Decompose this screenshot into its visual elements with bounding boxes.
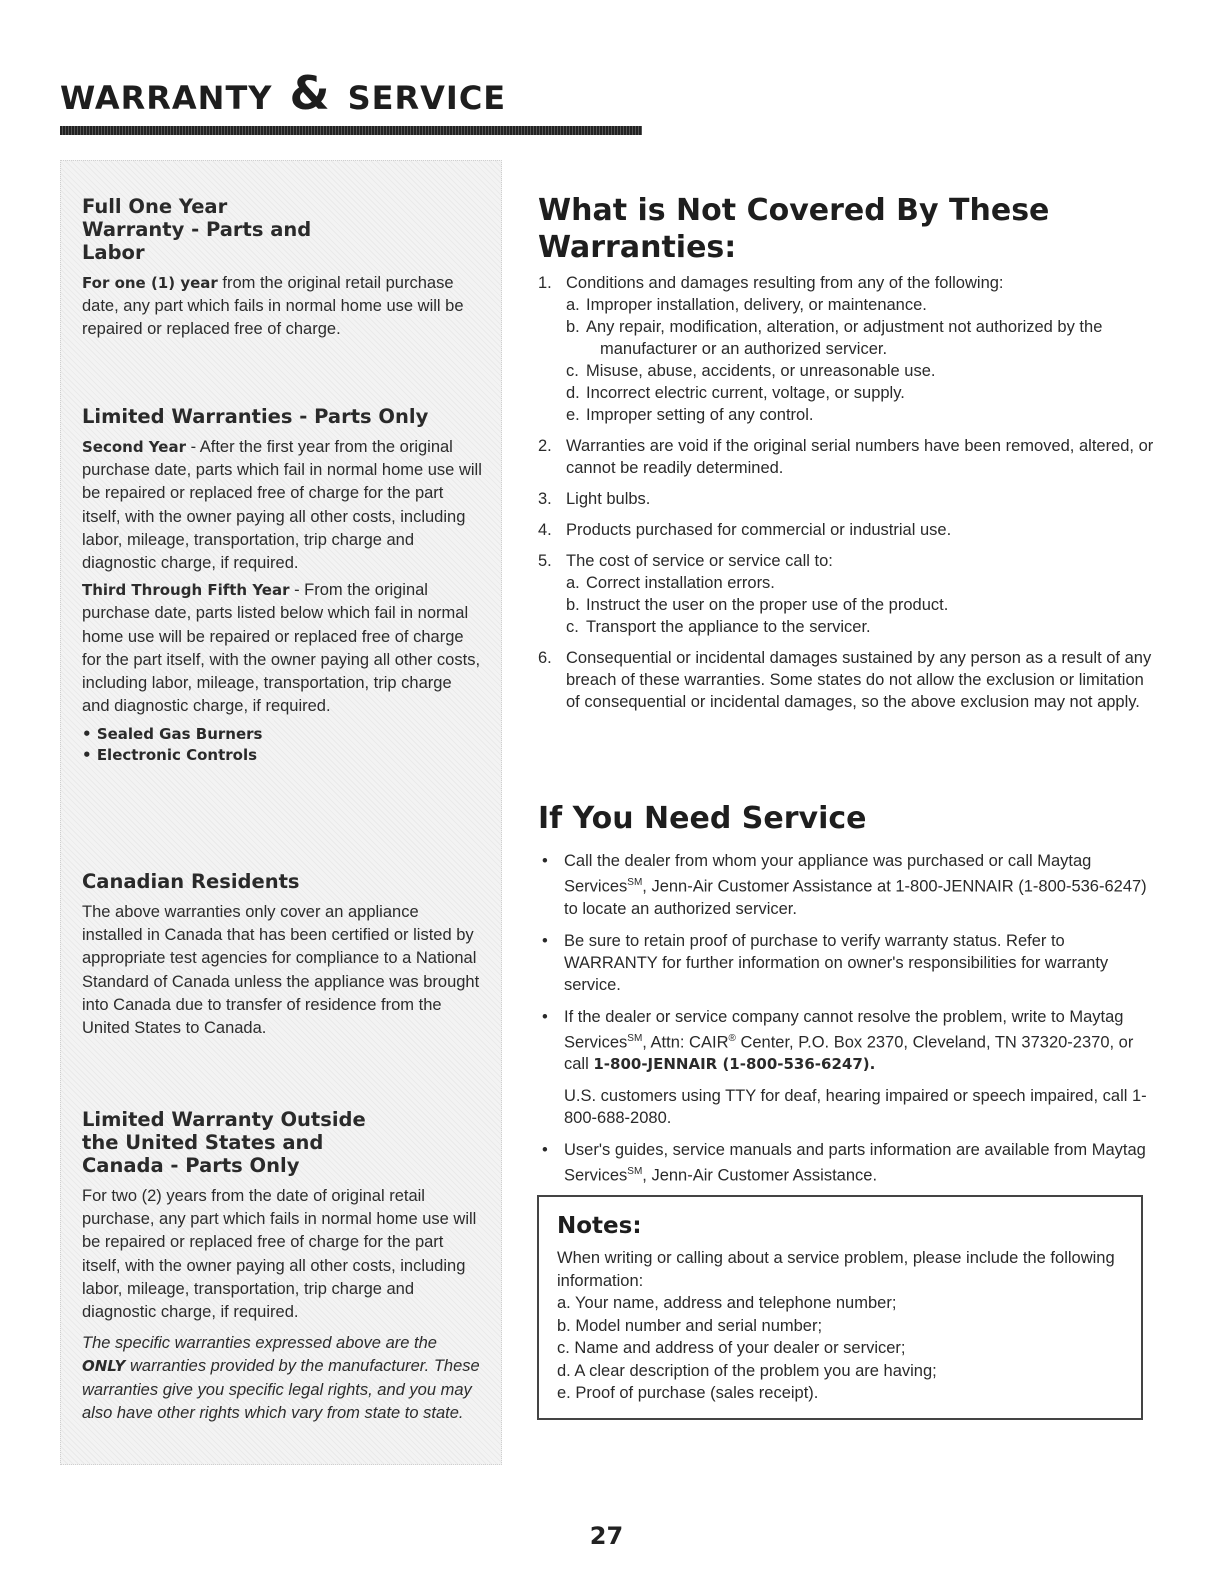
not-covered-heading: What is Not Covered By These Warranties:: [538, 193, 1050, 265]
list-item: 6. Consequential or incidental damages sustained by any person as a result of any breach of these warranties. Some states do not allow the exclusion or limitation of consequential or incidental damages, so the above exclusion may not apply.: [538, 649, 1152, 711]
list-item: 4. Products purchased for commercial or industrial use.: [538, 521, 952, 539]
notes-intro: When writing or calling about a service problem, please include the following information:: [557, 1249, 1115, 1290]
canadian-residents-text: The above warranties only cover an appliance installed in Canada that has been certified or listed by appropriate test agencies for compliance to a National Standard of Canada unless the appliance was brought into Canada due to transfer of residence from the United States to Canada.: [82, 903, 480, 1038]
list-item: c. Name and address of your dealer or servicer;: [557, 1339, 906, 1357]
list-item: d. Incorrect electric current, voltage, or supply.: [566, 384, 905, 402]
canadian-residents-section: [82, 870, 482, 1040]
third-fifth-year-text: Third Through Fifth Year - From the original purchase date, parts listed below which fail in normal home use will be repaired or replaced free of charge for the part itself, with the owner paying all other costs, including labor, mileage, transportation, trip charge and diagnostic charge, if required.: [82, 581, 481, 716]
list-item: c. Misuse, abuse, accidents, or unreasonable use.: [566, 362, 936, 380]
tty-info: U.S. customers using TTY for deaf, hearing impaired or speech impaired, call 1-800-688-2080.: [564, 1087, 1147, 1127]
warranty-legal-note: The specific warranties expressed above are the ONLY warranties provided by the manufacturer. These warranties give you specific legal rights, and you may also have other rights which vary from state to state.: [82, 1334, 480, 1422]
if-you-need-service-heading: If You Need Service: [538, 801, 867, 836]
list-item: • Electronic Controls: [82, 745, 482, 766]
not-covered-list: [538, 272, 1158, 722]
notes-list: [557, 1292, 1123, 1405]
list-item: 2. Warranties are void if the original serial numbers have been removed, altered, or cannot be readily determined.: [538, 437, 1154, 477]
limited-warranties-section: [82, 405, 482, 766]
list-item: • User's guides, service manuals and parts information are available from Maytag Services℠, Jenn-Air Customer Assistance.: [538, 1139, 1158, 1187]
full-year-warranty-text: For one (1) year from the original retail purchase date, any part which fails in normal home use will be repaired or replaced free of charge.: [82, 274, 464, 339]
covered-parts-list: [82, 724, 482, 766]
title-divider: [60, 126, 642, 135]
list-item: b. Any repair, modification, alteration, or adjustment not authorized by the manufacturer or an authorized servicer.: [566, 318, 1103, 358]
list-item: d. A clear description of the problem you are having;: [557, 1361, 937, 1380]
full-year-warranty-section: [82, 195, 482, 342]
outside-us-canada-heading: Limited Warranty Outside the United States and Canada - Parts Only: [82, 1108, 366, 1177]
list-item: a. Your name, address and telephone number;: [557, 1294, 897, 1312]
list-item: e. Improper setting of any control.: [566, 406, 814, 424]
list-item: 3. Light bulbs.: [538, 490, 651, 508]
full-year-warranty-heading: Full One Year Warranty - Parts and Labor: [82, 195, 312, 264]
notes-heading: Notes:: [557, 1213, 642, 1239]
list-item: 5. The cost of service or service call to: a. Correct installation errors. b. Instruct the user on the proper use of the product. c. Transport the appliance to the servicer.: [538, 550, 1158, 638]
list-item: • If the dealer or service company cannot resolve the problem, write to Maytag Services℠, Attn: CAIR® Center, P.O. Box 2370, Cleveland, TN 37320-2370, or call 1-800-JENNAIR (1-800-536-6247). U.S. customers using TTY for deaf, hearing impaired or speech impaired, call 1-800-688-2080.: [538, 1006, 1158, 1130]
list-item: 1. Conditions and damages resulting from any of the following: a. Improper installation, delivery, or maintenance. b. Any repair, modification, alteration, or adjustment not authorized by the manufacturer or an authorized servicer. c. Misuse, abuse, accidents, or unreasonable use. d. Incorrect electric current, voltage, or supply. e. Improper setting of any control.: [538, 272, 1158, 426]
list-item: • Be sure to retain proof of purchase to verify warranty status. Refer to WARRANTY for further information on owner's responsibilities for warranty service.: [538, 930, 1158, 996]
list-item: e. Proof of purchase (sales receipt).: [557, 1384, 819, 1402]
list-item: • Call the dealer from whom your appliance was purchased or call Maytag Services℠, Jenn-Air Customer Assistance at 1-800-JENNAIR (1-800-536-6247) to locate an authorized servicer.: [538, 850, 1158, 920]
notes-box: [537, 1195, 1143, 1420]
outside-us-canada-section: [82, 1108, 482, 1425]
limited-warranties-heading: Limited Warranties - Parts Only: [82, 405, 429, 428]
list-item: • Sealed Gas Burners: [82, 724, 482, 745]
list-item: b. Model number and serial number;: [557, 1316, 823, 1335]
canadian-residents-heading: Canadian Residents: [82, 870, 300, 893]
list-item: a. Correct installation errors.: [566, 574, 775, 592]
list-item: b. Instruct the user on the proper use of the product.: [566, 596, 949, 614]
list-item: c. Transport the appliance to the servicer.: [566, 618, 871, 636]
service-list: [538, 850, 1158, 1197]
second-year-text: Second Year - After the first year from the original purchase date, parts which fail in normal home use will be repaired or replaced free of charge for the part itself, with the owner paying all other costs, including labor, mileage, transportation, trip charge and diagnostic charge, if required.: [82, 438, 482, 573]
list-item: a. Improper installation, delivery, or maintenance.: [566, 296, 927, 314]
page-number: 27: [589, 1522, 624, 1550]
page-title: warranty & service: [60, 66, 507, 120]
outside-us-canada-text: For two (2) years from the date of original retail purchase, any part which fails in normal home use will be repaired or replaced free of charge for the part itself, with the owner paying all other costs, including labor, mileage, transportation, trip charge and diagnostic charge, if required.: [82, 1187, 477, 1322]
